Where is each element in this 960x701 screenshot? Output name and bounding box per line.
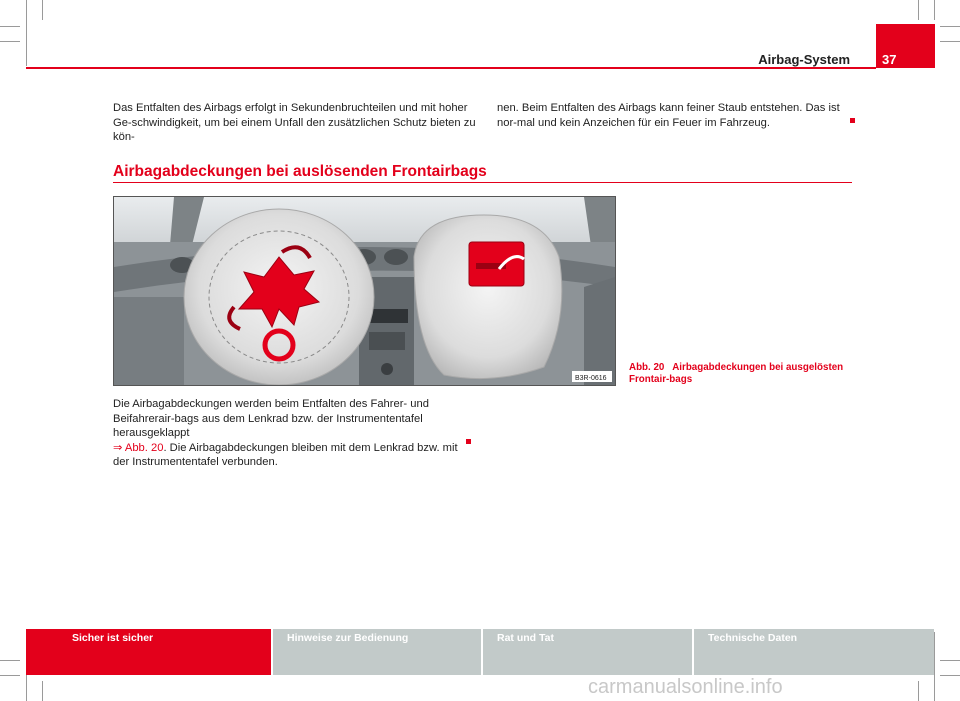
figure-code: B3R-0616	[575, 375, 607, 382]
footer-tab-hinweise-zur-bedienung[interactable]: Hinweise zur Bedienung	[271, 629, 481, 675]
crop-mark	[0, 26, 20, 27]
figure-reference-link[interactable]: ⇒ Abb. 20	[113, 441, 164, 454]
crop-mark	[940, 41, 960, 42]
footer-tab-technische-daten[interactable]: Technische Daten	[692, 629, 934, 675]
intro-text-right: nen. Beim Entfalten des Airbags kann feiner Staub entstehen. Das ist nor-mal und kein Anzeichen für ein Feuer im Fahrzeug.	[497, 102, 840, 129]
header-rule	[26, 67, 876, 69]
intro-text-left: Das Entfalten des Airbags erfolgt in Sekundenbruchteilen und mit hoher Ge-schwindigkeit, um bei einem Unfall den zusätzlichen Schutz bieten zu kön-	[113, 102, 476, 143]
figure-airbag-covers	[113, 196, 616, 386]
body-paragraph	[113, 397, 473, 470]
crop-mark	[26, 0, 27, 66]
airbag-illustration	[114, 197, 615, 385]
end-of-section-mark	[466, 439, 471, 444]
figure-caption	[629, 362, 859, 386]
crop-mark	[940, 26, 960, 27]
crop-mark	[918, 681, 919, 701]
crop-mark	[934, 0, 935, 20]
crop-mark	[0, 675, 20, 676]
footer-tab-sicher-ist-sicher[interactable]: Sicher ist sicher	[26, 629, 271, 675]
end-of-section-mark	[850, 118, 855, 123]
crop-mark	[0, 660, 20, 661]
body-text-2: . Die Airbagabdeckungen bleiben mit dem Lenkrad bzw. mit der Instrumententafel verbunden.	[113, 441, 458, 468]
figure-caption-label: Abb. 20	[629, 362, 665, 373]
crop-mark	[918, 0, 919, 20]
watermark: carmanualsonline.info	[588, 676, 783, 698]
crop-mark	[940, 675, 960, 676]
page-number: 37	[882, 52, 897, 67]
footer-navigation	[26, 629, 934, 675]
body-text-1: Die Airbagabdeckungen werden beim Entfalten des Fahrer- und Beifahrerair-bags aus dem Lenkrad bzw. der Instrumententafel herausgeklappt	[113, 398, 429, 439]
header-title: Airbag-System	[758, 52, 850, 67]
crop-mark	[0, 41, 20, 42]
crop-mark	[940, 660, 960, 661]
footer-tab-rat-und-tat[interactable]: Rat und Tat	[481, 629, 692, 675]
figure-caption-text: Airbagabdeckungen bei ausgelösten Frontair-bags	[629, 362, 844, 385]
crop-mark	[42, 0, 43, 20]
crop-mark	[934, 632, 935, 701]
crop-mark	[42, 681, 43, 701]
section-heading: Airbagabdeckungen bei auslösenden Frontairbags	[113, 163, 487, 180]
section-rule	[113, 182, 852, 183]
